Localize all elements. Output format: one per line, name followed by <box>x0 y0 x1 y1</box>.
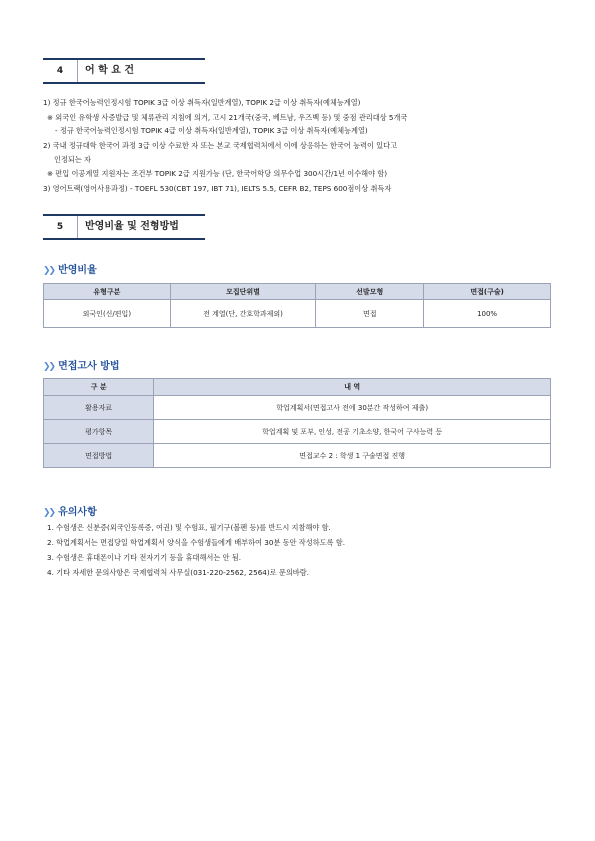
table-cell: 외국인(신/편입) <box>44 300 171 328</box>
column-header: 선발모형 <box>316 284 424 300</box>
notes-heading-text: 유의사항 <box>58 507 97 518</box>
row-label: 면접방법 <box>44 444 154 468</box>
row-label: 활용자료 <box>44 396 154 420</box>
requirement-line: ※ 외국인 유학생 사증발급 및 체류관리 지침에 의거, 고시 21개국(중국, 베트남, 우즈벡 등) 및 중점 관리대상 5개국 <box>47 113 408 122</box>
requirement-line: 3) 영어트랙(영어사용과정) - TOEFL 530(CBT 197, IBT 71), IELTS 5.5, CEFR B2, TEPS 600점이상 취득자 <box>43 184 392 193</box>
section-title: 어 학 요 건 <box>85 65 135 76</box>
double-chevron-icon: ❯❯ <box>43 508 55 518</box>
section-number: 4 <box>43 60 78 82</box>
note-item: 1. 수험생은 신분증(외국인등록증, 여권) 및 수험표, 필기구(볼펜 등)를 반드시 지참해야 함. <box>47 523 331 532</box>
requirement-line: 2) 국내 정규대학 한국어 과정 3급 이상 수료한 자 또는 본교 국제협력처에서 이에 상응하는 한국어 능력이 있다고 <box>43 141 398 150</box>
column-header: 모집단위별 <box>170 284 316 300</box>
ratio-heading-text: 반영비율 <box>58 265 97 276</box>
column-header: 유형구분 <box>44 284 171 300</box>
ratio-table <box>43 283 551 328</box>
table-cell: 면접 <box>316 300 424 328</box>
note-item: 3. 수험생은 휴대폰이나 기타 전자기기 등을 휴대해서는 안 됨. <box>47 553 242 562</box>
requirement-line: 1) 정규 한국어능력인정시험 TOPIK 3급 이상 취득자(일반계열), TOPIK 2급 이상 취득자(예체능계열) <box>43 98 361 107</box>
column-header: 내 역 <box>154 379 551 396</box>
section-title: 반영비율 및 전형방법 <box>85 221 179 232</box>
table-cell: 학업계획 및 포부, 인성, 전공 기초소양, 한국어 구사능력 등 <box>154 420 551 444</box>
interview-table <box>43 378 551 468</box>
table-header-row <box>44 284 551 300</box>
table-cell: 학업계획서(면접고사 전에 30분간 작성하여 제출) <box>154 396 551 420</box>
table-row <box>44 396 551 420</box>
interview-heading <box>43 357 120 372</box>
table-row <box>44 444 551 468</box>
note-item: 2. 학업계획서는 면접당일 학업계획서 양식을 수험생들에게 배부하여 30분 동안 작성하도록 함. <box>47 538 346 547</box>
row-label: 평가항목 <box>44 420 154 444</box>
notes-heading <box>43 503 97 518</box>
requirement-line: - 정규 한국어능력인정시험 TOPIK 4급 이상 취득자(일반계열), TOPIK 3급 이상 취득자(예체능계열) <box>55 126 368 135</box>
section-4-header <box>43 58 205 84</box>
interview-heading-text: 면접고사 방법 <box>58 361 120 372</box>
double-chevron-icon: ❯❯ <box>43 266 55 276</box>
section-number: 5 <box>43 216 78 238</box>
requirement-line: 인정되는 자 <box>54 155 92 164</box>
table-header-row <box>44 379 551 396</box>
double-chevron-icon: ❯❯ <box>43 362 55 372</box>
column-header: 구 분 <box>44 379 154 396</box>
note-item: 4. 기타 자세한 문의사항은 국제협력처 사무실(031-220-2562, 2564)로 문의바람. <box>47 568 309 577</box>
ratio-heading <box>43 261 97 276</box>
column-header: 면접(구술) <box>424 284 551 300</box>
table-cell: 전 계열(단, 간호학과제외) <box>170 300 316 328</box>
table-cell: 100% <box>424 300 551 328</box>
table-row <box>44 420 551 444</box>
table-row <box>44 300 551 328</box>
requirement-line: ※ 편입 이공계열 지원자는 조건부 TOPIK 2급 지원가능 (단, 한국어학당 의무수업 300시간/1년 이수해야 함) <box>47 169 388 178</box>
section-5-header <box>43 214 205 240</box>
table-cell: 면접교수 2 : 학생 1 구술면접 진행 <box>154 444 551 468</box>
